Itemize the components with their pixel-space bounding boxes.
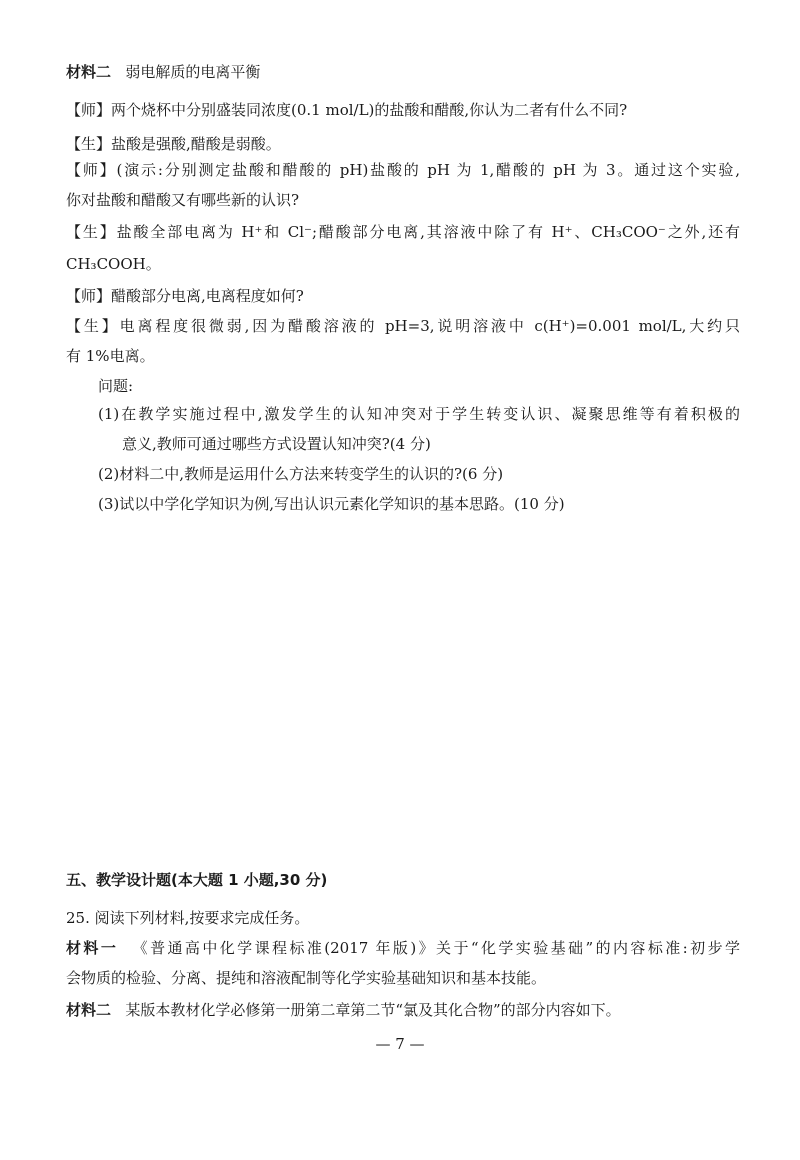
question-2: (2)材料二中,教师是运用什么方法来转变学生的认识的?(6 分) [98, 465, 504, 483]
dialogue-line-4: 你对盐酸和醋酸又有哪些新的认识? [66, 191, 300, 209]
section5-material2-label: 材料二 [66, 1001, 112, 1019]
dialogue-line-5: 【生】盐酸全部电离为 H⁺和 Cl⁻;醋酸部分电离,其溶液中除了有 H⁺、CH₃COO⁻之外,还有 [66, 223, 740, 241]
dialogue-line-8: 【生】电离程度很微弱,因为醋酸溶液的 pH=3,说明溶液中 c(H⁺)=0.001 mol/L,大约只 [66, 317, 740, 335]
question-1: (1)在教学实施过程中,激发学生的认知冲突对于学生转变认识、凝聚思维等有着积极的 [98, 405, 740, 423]
material2-title-text: 弱电解质的电离平衡 [125, 63, 261, 81]
material2-title [66, 62, 740, 82]
material1-line-2: 会物质的检验、分离、提纯和溶液配制等化学实验基础知识和基本技能。 [66, 969, 547, 987]
material2-label: 材料二 [66, 63, 112, 81]
question-1-cont: 意义,教师可通过哪些方式设置认知冲突?(4 分) [122, 435, 431, 453]
material1-line-1 [66, 938, 740, 958]
section5-material2-line [66, 1000, 740, 1020]
dialogue-line-6: CH₃COOH。 [66, 255, 161, 273]
page-number: — 7 — [375, 1035, 425, 1053]
dialogue-line-9: 有 1%电离。 [66, 347, 155, 365]
dialogue-line-3: 【师】(演示:分别测定盐酸和醋酸的 pH)盐酸的 pH 为 1,醋酸的 pH 为 3。通过这个实验, [66, 161, 740, 179]
dialogue-line-1: 【师】两个烧杯中分别盛装同浓度(0.1 mol/L)的盐酸和醋酸,你认为二者有什么不同? [66, 101, 628, 119]
question-3: (3)试以中学化学知识为例,写出认识元素化学知识的基本思路。(10 分) [98, 495, 565, 513]
question-25: 25. 阅读下列材料,按要求完成任务。 [66, 909, 310, 927]
section5-material2-text: 某版本教材化学必修第一册第二章第二节“氯及其化合物”的部分内容如下。 [125, 1001, 621, 1019]
dialogue-line-7: 【师】醋酸部分电离,电离程度如何? [66, 287, 304, 305]
section-5-heading: 五、教学设计题(本大题 1 小题,30 分) [66, 871, 328, 889]
dialogue-line-2: 【生】盐酸是强酸,醋酸是弱酸。 [66, 135, 281, 153]
material1-text-1: 《普通高中化学课程标准(2017 年版)》关于“化学实验基础”的内容标准:初步学 [132, 939, 740, 957]
questions-heading: 问题: [98, 377, 134, 395]
material1-label: 材料一 [66, 939, 119, 957]
